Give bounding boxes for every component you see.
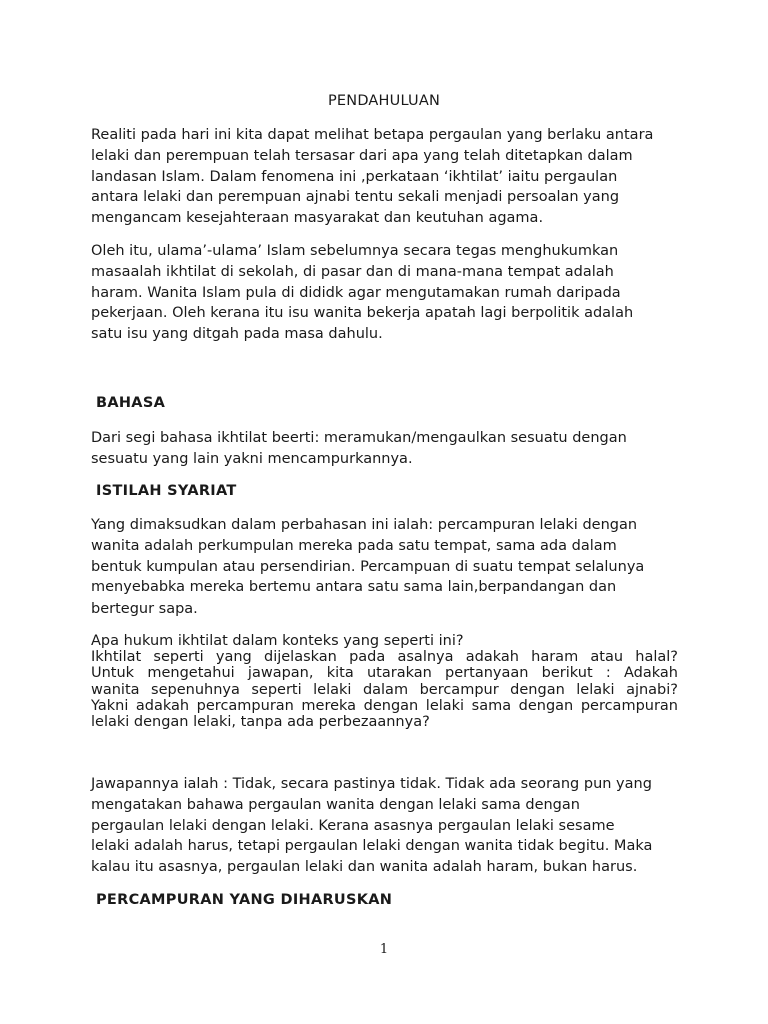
text-line: sesuatu yang lain yakni mencampurkannya.: [91, 450, 413, 467]
text-line: mengatakan bahawa pergaulan wanita dengan lelaki sama dengan: [91, 796, 580, 813]
text-line: wanita adalah perkumpulan mereka pada satu tempat, sama ada dalam: [91, 537, 617, 554]
text-line: Realiti pada hari ini kita dapat melihat betapa pergaulan yang berlaku antara: [91, 127, 654, 143]
text-line: Untuk mengetahui jawapan, kita utarakan pertanyaan berikut : Adakah: [91, 665, 678, 682]
istilah-paragraph: [91, 515, 681, 620]
text-line: mengancam kesejahteraan masyarakat dan keutuhan agama.: [91, 210, 544, 227]
text-line: Dari segi bahasa ikhtilat beerti: meramukan/mengaulkan sesuatu dengan: [91, 430, 627, 446]
jawapan-paragraph: [91, 774, 681, 878]
hukum-paragraph: [91, 633, 678, 730]
heading-bahasa: BAHASA: [96, 395, 166, 411]
text-line: Yakni adakah percampuran mereka dengan lelaki sama dengan percampuran: [91, 697, 678, 714]
text-line: Yang dimaksudkan dalam perbahasan ini ialah: percampuran lelaki dengan: [91, 517, 638, 533]
text-line: bentuk kumpulan atau persendirian. Percampuan di suatu tempat selalunya: [91, 558, 645, 575]
heading-percampuran-diharuskan: PERCAMPURAN YANG DIHARUSKAN: [96, 892, 393, 908]
text-line: lelaki dan perempuan telah tersasar dari apa yang telah ditetapkan dalam: [91, 147, 633, 164]
text-line: pekerjaan. Oleh kerana itu isu wanita bekerja apatah lagi berpolitik adalah: [91, 305, 634, 322]
text-line: lelaki dengan lelaki, tanpa ada perbezaannya?: [91, 714, 430, 731]
heading-istilah-syariat: ISTILAH SYARIAT: [96, 483, 237, 499]
intro-paragraph-2: [91, 241, 681, 345]
text-line: Ikhtilat seperti yang dijelaskan pada asalnya adakah haram atau halal?: [91, 649, 678, 666]
intro-paragraph-1: [91, 125, 681, 229]
page-number: 1: [379, 942, 389, 957]
text-line: lelaki adalah harus, tetapi pergaulan lelaki dengan wanita tidak begitu. Maka: [91, 838, 653, 855]
text-line: satu isu yang ditgah pada masa dahulu.: [91, 326, 383, 343]
bahasa-paragraph: [91, 428, 681, 470]
document-title: PENDAHULUAN: [327, 93, 441, 109]
text-line: bertegur sapa.: [91, 601, 198, 618]
text-line: kalau itu asasnya, pergaulan lelaki dan wanita adalah haram, bukan harus.: [91, 859, 638, 876]
text-line: wanita sepenuhnya seperti lelaki dalam bercampur dengan lelaki ajnabi?: [91, 681, 678, 698]
text-line: menyebabka mereka bertemu antara satu sama lain,berpandangan dan: [91, 579, 617, 596]
text-line: Jawapannya ialah : Tidak, secara pastinya tidak. Tidak ada seorang pun yang: [91, 776, 652, 792]
hukum-question: Apa hukum ikhtilat dalam konteks yang seperti ini?: [91, 633, 464, 649]
text-line: pergaulan lelaki dengan lelaki. Kerana asasnya pergaulan lelaki sesame: [91, 817, 615, 834]
text-line: antara lelaki dan perempuan ajnabi tentu sekali menjadi persoalan yang: [91, 189, 620, 206]
text-line: landasan Islam. Dalam fenomena ini ‚perkataan ‘ikhtilat’ iaitu pergaulan: [91, 168, 618, 185]
text-line: haram. Wanita Islam pula di dididk agar mengutamakan rumah daripada: [91, 284, 621, 301]
text-line: Oleh itu, ulama’-ulama’ Islam sebelumnya secara tegas menghukumkan: [91, 243, 619, 259]
text-line: masaalah ikhtilat di sekolah, di pasar dan di mana-mana tempat adalah: [91, 263, 614, 280]
